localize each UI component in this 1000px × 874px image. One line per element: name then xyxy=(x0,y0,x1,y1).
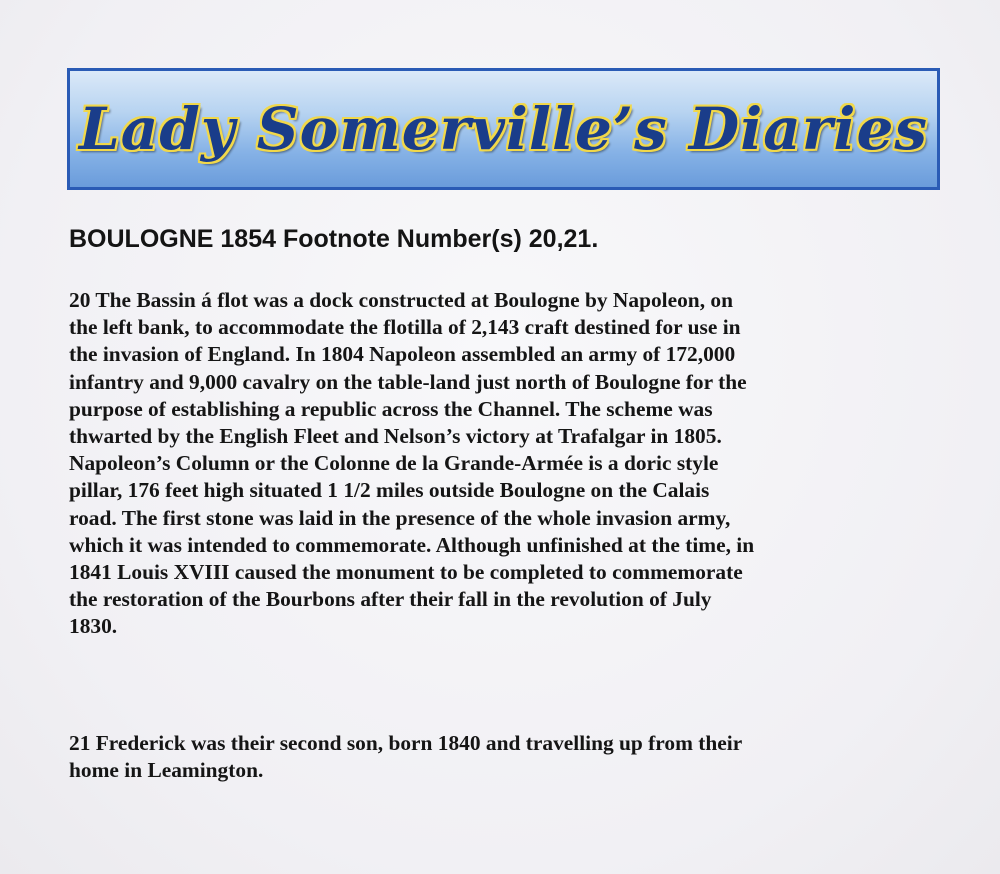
page-heading: BOULOGNE 1854 Footnote Number(s) 20,21. xyxy=(69,225,599,253)
footnote-20: 20 The Bassin á flot was a dock constructed at Boulogne by Napoleon, on the left bank, to accommodate the flotilla of 2,143 craft destined for use in the invasion of England. In 1804 Napoleon assembled an army of 172,000 infantry and 9,000 cavalry on the table-land just north of Boulogne for the purpose of establishing a republic across the Channel. The scheme was thwarted by the English Fleet and Nelson’s victory at Trafalgar in 1805. Napoleon’s Column or the Colonne de la Grande-Armée is a doric style pillar, 176 feet high situated 1 1/2 miles outside Boulogne on the Calais road. The first stone was laid in the presence of the whole invasion army, which it was intended to commemorate. Although unfinished at the time, in 1841 Louis XVIII caused the monument to be completed to commemorate the restoration of the Bourbons after their fall in the revolution of July 1830. xyxy=(69,288,755,639)
title-banner xyxy=(67,68,940,190)
footnote-21: 21 Frederick was their second son, born 1840 and travelling up from their home in Leamington. xyxy=(69,731,743,783)
banner-title: Lady Somerville’s Diaries xyxy=(78,95,928,163)
